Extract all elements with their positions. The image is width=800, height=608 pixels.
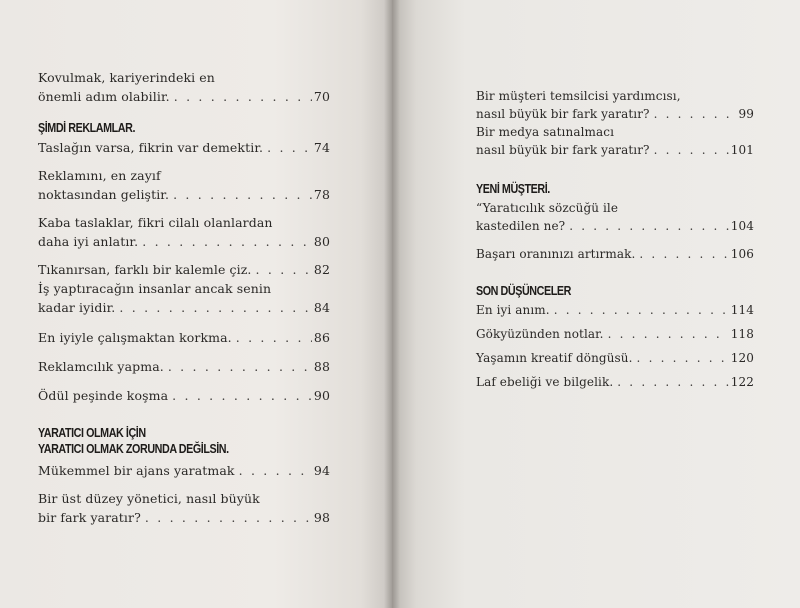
page-number: 90 — [313, 388, 330, 403]
entry-title: nasıl büyük bir fark yaratır? — [476, 107, 650, 121]
page-number: 84 — [313, 300, 330, 315]
entry-title: Tıkanırsan, farklı bir kalemle çiz. — [38, 262, 252, 277]
entry-title: bir fark yaratır? — [38, 510, 141, 525]
leader-dots — [174, 87, 312, 106]
page-number: 80 — [313, 234, 330, 249]
leader-dots — [554, 301, 729, 319]
entry-title: kastedilen ne? — [476, 219, 566, 233]
leader-dots — [654, 105, 737, 123]
entry-title: Mükemmel bir ajans yaratmak — [38, 463, 235, 478]
page-number: 120 — [730, 351, 754, 365]
toc-entry — [38, 489, 330, 527]
page-number: 94 — [313, 463, 330, 478]
entry-line: Kovulmak, kariyerindeki en — [38, 70, 215, 85]
right-page — [392, 0, 800, 608]
page-number: 86 — [313, 330, 330, 345]
toc-entry — [38, 213, 330, 251]
page-number: 98 — [313, 510, 330, 525]
section-heading: YENİ MÜŞTERİ. — [476, 182, 550, 196]
section-heading: SON DÜŞÜNCELER — [476, 284, 571, 298]
toc-entry — [38, 138, 330, 157]
entry-line: Reklamını, en zayıf — [38, 168, 161, 183]
page-number: 78 — [313, 187, 330, 202]
section-heading: YARATICI OLMAK ZORUNDA DEĞİLSİN. — [38, 442, 229, 456]
left-page — [0, 0, 392, 608]
entry-title: En iyiyle çalışmaktan korkma. — [38, 330, 232, 345]
entry-line: “Yaratıcılık sözcüğü ile — [476, 201, 619, 215]
toc-entry — [38, 279, 330, 317]
toc-entry — [38, 260, 330, 279]
entry-line: Bir müşteri temsilcisi yardımcısı, — [476, 89, 681, 103]
entry-title: noktasından geliştir. — [38, 187, 170, 202]
leader-dots — [569, 217, 729, 235]
page-number: 106 — [730, 247, 754, 261]
entry-title: Başarı oranınızı artırmak. — [476, 247, 636, 261]
toc-entry — [476, 87, 754, 123]
page-number: 74 — [313, 140, 330, 155]
leader-dots — [639, 245, 728, 263]
toc-entry — [476, 123, 754, 159]
section-heading: YARATICI OLMAK İÇİN — [38, 426, 146, 440]
toc-entry — [476, 199, 754, 235]
page-number: 114 — [730, 303, 754, 317]
page-number: 118 — [730, 327, 754, 341]
leader-dots — [637, 349, 729, 367]
book-gutter — [384, 0, 400, 608]
entry-title: Laf ebeliği ve bilgelik. — [476, 375, 614, 389]
toc-entry — [476, 301, 754, 319]
leader-dots — [239, 461, 312, 480]
leader-dots — [173, 185, 312, 204]
page-number: 82 — [313, 262, 330, 277]
page-number: 70 — [313, 89, 330, 104]
entry-title: Reklamcılık yapma. — [38, 359, 164, 374]
toc-entry — [476, 373, 754, 391]
entry-line: Bir üst düzey yönetici, nasıl büyük — [38, 491, 260, 506]
leader-dots — [654, 141, 729, 159]
entry-title: En iyi anım. — [476, 303, 550, 317]
entry-line: Bir medya satınalmacı — [476, 125, 615, 139]
page-number: 99 — [738, 107, 754, 121]
section-heading: ŞİMDİ REKLAMLAR. — [38, 121, 136, 135]
entry-title: nasıl büyük bir fark yaratır? — [476, 143, 650, 157]
entry-title: Ödül peşinde koşma — [38, 388, 169, 403]
toc-entry — [38, 166, 330, 204]
leader-dots — [168, 357, 312, 376]
page-number: 88 — [313, 359, 330, 374]
leader-dots — [142, 232, 312, 251]
left-toc — [38, 68, 330, 527]
toc-entry — [476, 349, 754, 367]
toc-entry — [38, 328, 330, 347]
entry-title: Gökyüzünden notlar. — [476, 327, 604, 341]
leader-dots — [119, 298, 312, 317]
leader-dots — [256, 260, 312, 279]
page-number: 104 — [730, 219, 754, 233]
entry-title: Taslağın varsa, fikrin var demektir. — [38, 140, 264, 155]
leader-dots — [145, 508, 312, 527]
entry-title: daha iyi anlatır. — [38, 234, 139, 249]
toc-entry — [38, 357, 330, 376]
toc-entry — [476, 245, 754, 263]
entry-line: Kaba taslaklar, fikri cilalı olanlardan — [38, 215, 273, 230]
toc-entry — [38, 68, 330, 106]
leader-dots — [608, 325, 729, 343]
leader-dots — [267, 138, 312, 157]
section-heading-block — [38, 425, 330, 457]
entry-line: İş yaptıracağın insanlar ancak senin — [38, 281, 272, 296]
leader-dots — [617, 373, 729, 391]
toc-entry — [476, 325, 754, 343]
right-toc — [476, 87, 754, 391]
entry-title: önemli adım olabilir. — [38, 89, 170, 104]
page-number: 101 — [730, 143, 754, 157]
entry-title: Yaşamın kreatif döngüsü. — [476, 351, 633, 365]
entry-title: kadar iyidir. — [38, 300, 116, 315]
toc-entry — [38, 461, 330, 480]
leader-dots — [236, 328, 312, 347]
leader-dots — [172, 386, 312, 405]
page-number: 122 — [730, 375, 754, 389]
toc-entry — [38, 386, 330, 405]
